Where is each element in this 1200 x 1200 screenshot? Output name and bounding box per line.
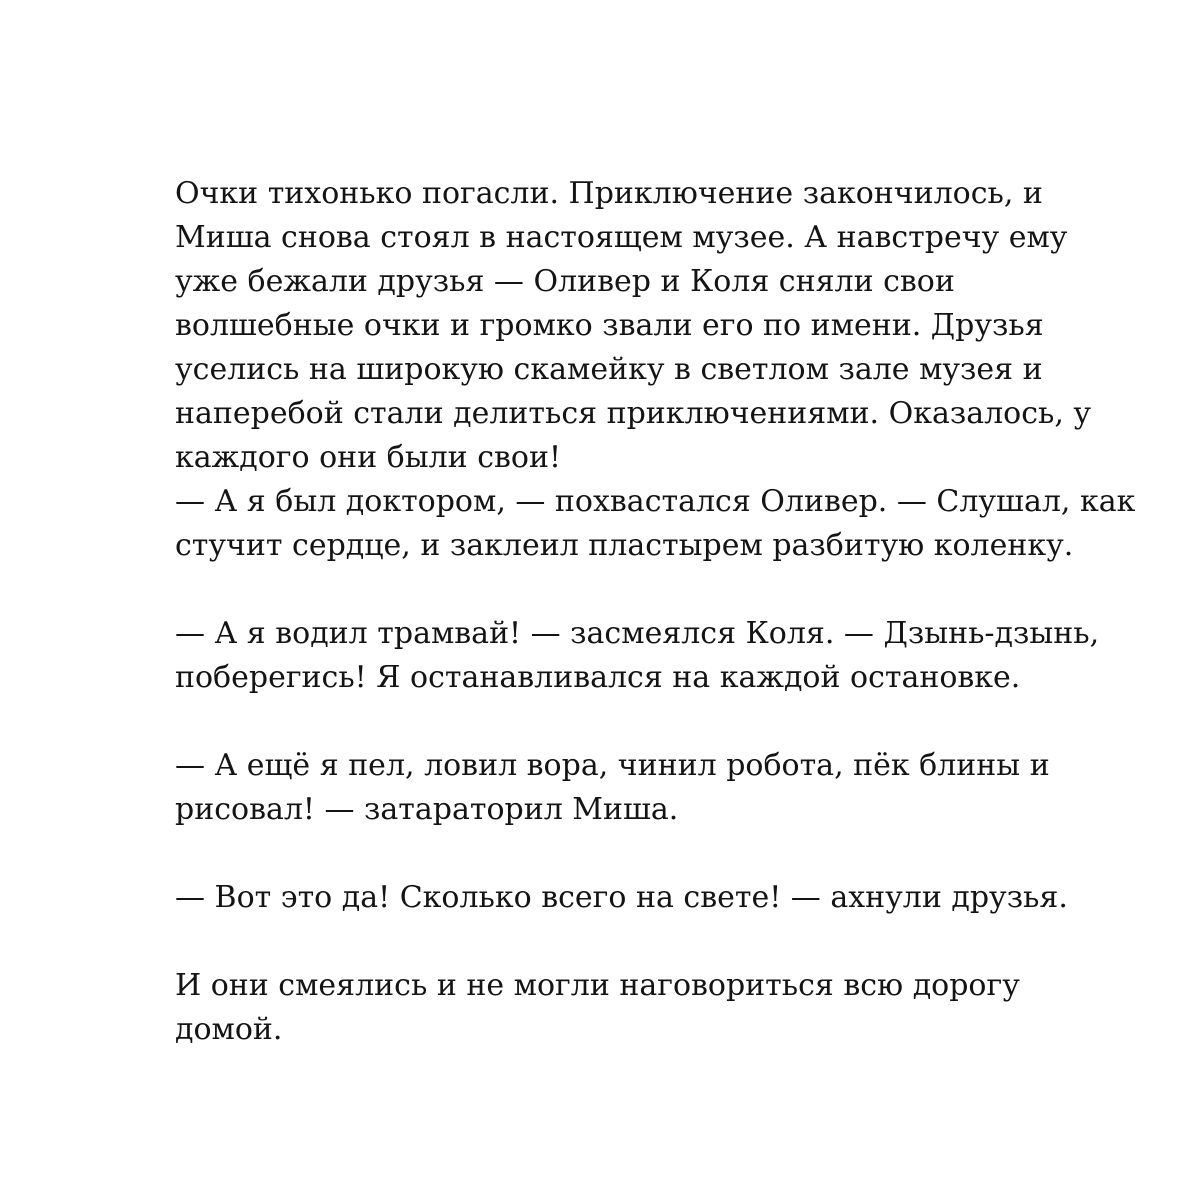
- paragraph-kolya-dialogue: [175, 612, 1115, 700]
- story-text: [175, 172, 1136, 1052]
- paragraph-ending: [175, 964, 1115, 1052]
- text-line: — Вот это да! Сколько всего на свете! — ахнули друзья.: [175, 880, 1068, 915]
- text-line: поберегись! Я останавливался на каждой остановке.: [175, 660, 1021, 695]
- text-line: стучит сердце, и заклеил пластырем разбитую коленку.: [175, 528, 1074, 563]
- text-line: волшебные очки и громко звали его по имени. Друзья: [175, 308, 1044, 343]
- paragraph-friends-exclaim: [175, 876, 1115, 920]
- text-line: — А ещё я пел, ловил вора, чинил робота, пёк блины и: [175, 748, 1050, 783]
- paragraph-oliver-dialogue: [175, 480, 1136, 568]
- text-line: Миша снова стоял в настоящем музее. А навстречу ему: [175, 220, 1068, 255]
- text-line: — А я был доктором, — похвастался Оливер. — Слушал, как: [175, 484, 1136, 519]
- text-line: уселись на широкую скамейку в светлом зале музея и: [175, 352, 1043, 387]
- text-line: — А я водил трамвай! — засмеялся Коля. — Дзынь-дзынь,: [175, 616, 1100, 651]
- paragraph-misha-dialogue: [175, 744, 1115, 832]
- text-line: наперебой стали делиться приключениями. Оказалось, у: [175, 396, 1092, 431]
- text-line: Очки тихонько погасли. Приключение закончилось, и: [175, 176, 1043, 211]
- text-line: каждого они были свои!: [175, 440, 562, 475]
- text-line: рисовал! — затараторил Миша.: [175, 792, 679, 827]
- text-line: домой.: [175, 1012, 283, 1047]
- text-line: уже бежали друзья — Оливер и Коля сняли свои: [175, 264, 955, 299]
- text-line: И они смеялись и не могли наговориться всю дорогу: [175, 968, 1020, 1003]
- paragraph-intro: [175, 172, 1115, 480]
